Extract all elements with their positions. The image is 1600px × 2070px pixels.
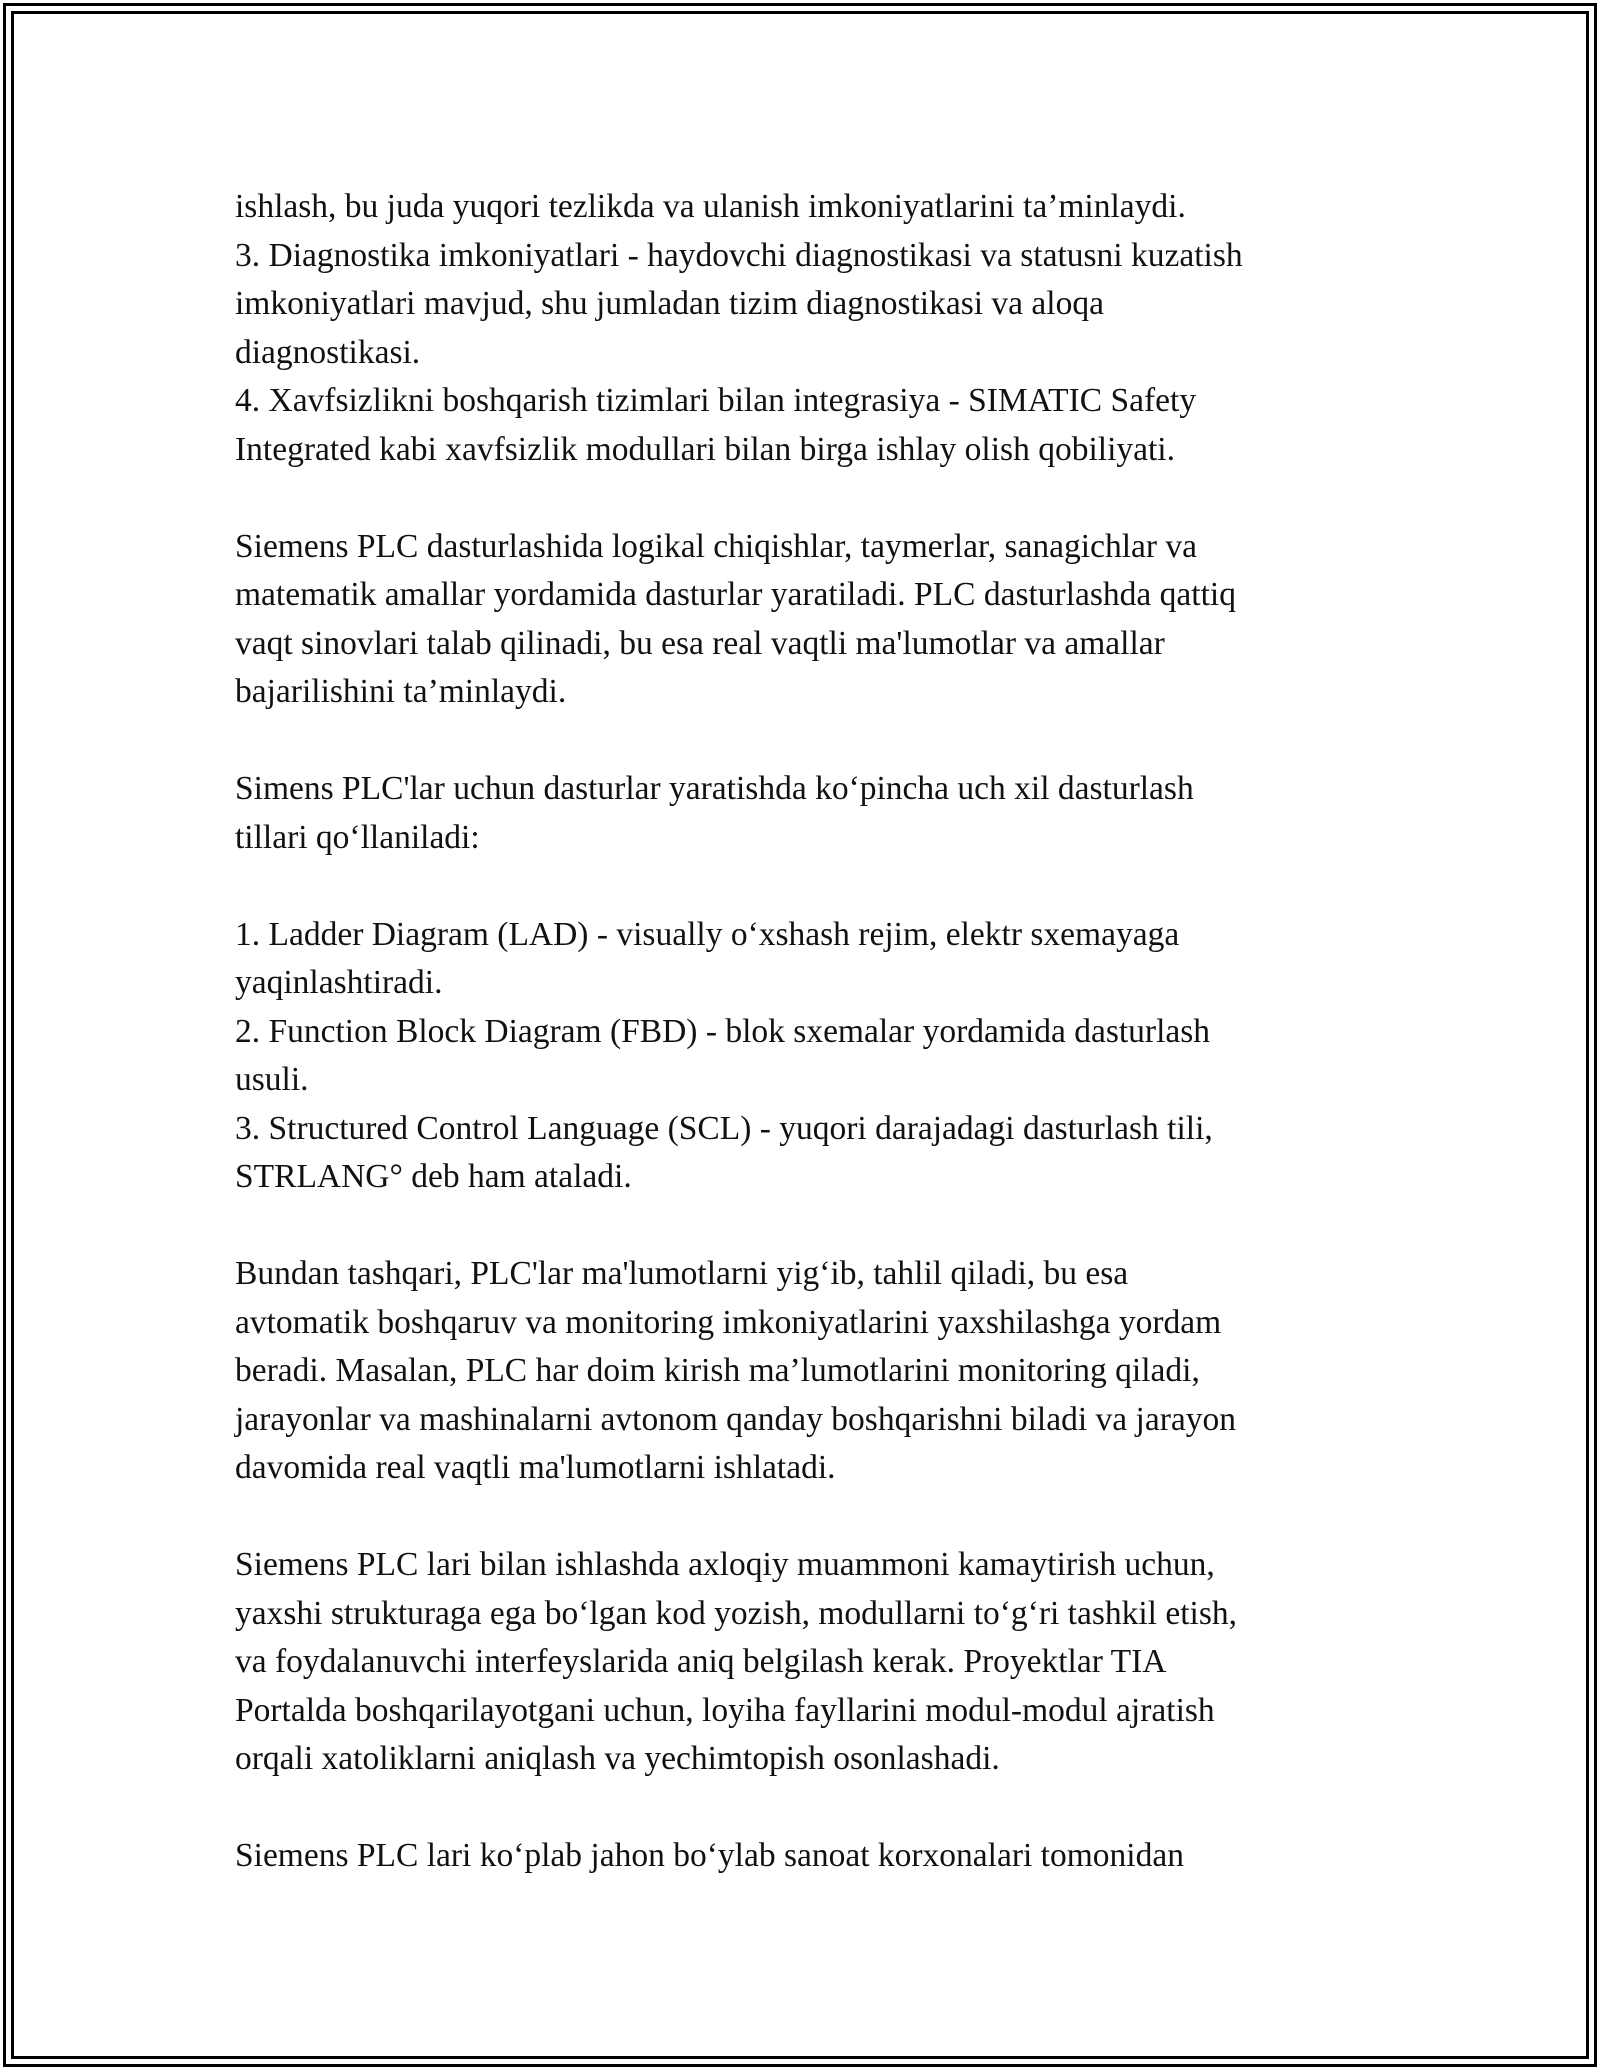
blank-line <box>235 1202 1365 1251</box>
document-body <box>235 183 1365 1881</box>
blank-line <box>235 717 1365 766</box>
text-line: 4. Xavfsizlikni boshqarish tizimlari bilan integrasiya - SIMATIC Safety <box>235 382 1197 419</box>
blank-line <box>235 1784 1365 1833</box>
text-line: Siemens PLC lari bilan ishlashda axloqiy muammoni kamaytirish uchun, <box>235 1546 1215 1583</box>
text-line: vaqt sinovlari talab qilinadi, bu esa real vaqtli ma'lumotlar va amallar <box>235 624 1165 662</box>
text-line: Bundan tashqari, PLC'lar ma'lumotlarni yig‘ib, tahlil qiladi, bu esa <box>235 1255 1129 1292</box>
text-line: 3. Diagnostika imkoniyatlari - haydovchi diagnostikasi va statusni kuzatish <box>235 236 1243 274</box>
text-line: Integrated kabi xavfsizlik modullari bilan birga ishlay olish qobiliyati. <box>235 430 1175 468</box>
text-line: Portalda boshqarilayotgani uchun, loyiha fayllarini modul-modul ajratish <box>235 1691 1215 1729</box>
blank-line <box>235 474 1365 523</box>
text-line: Simens PLC'lar uchun dasturlar yaratishda ko‘pincha uch xil dasturlash <box>235 770 1194 807</box>
text-line: usuli. <box>235 1061 309 1098</box>
text-line: 2. Function Block Diagram (FBD) - blok sxemalar yordamida dasturlash <box>235 1012 1211 1050</box>
blank-line <box>235 1493 1365 1542</box>
text-line: Siemens PLC dasturlashida logikal chiqishlar, taymerlar, sanagichlar va <box>235 527 1198 565</box>
text-line: STRLANG° deb ham ataladi. <box>235 1158 632 1195</box>
text-line: ishlash, bu juda yuqori tezlikda va ulanish imkoniyatlarini ta’minlaydi. <box>235 188 1186 225</box>
text-line: avtomatik boshqaruv va monitoring imkoniyatlarini yaxshilashga yordam <box>235 1303 1222 1341</box>
text-line: yaxshi strukturaga ega bo‘lgan kod yozish, modullarni to‘g‘ri tashkil etish, <box>235 1594 1238 1632</box>
text-line: jarayonlar va mashinalarni avtonom qanday boshqarishni biladi va jarayon <box>235 1400 1236 1438</box>
text-line: 1. Ladder Diagram (LAD) - visually o‘xshash rejim, elektr sxemayaga <box>235 915 1180 953</box>
text-line: matematik amallar yordamida dasturlar yaratiladi. PLC dasturlashda qattiq <box>235 576 1236 613</box>
text-line: Siemens PLC lari ko‘plab jahon bo‘ylab sanoat korxonalari tomonidan <box>235 1837 1184 1874</box>
text-line: yaqinlashtiradi. <box>235 964 443 1001</box>
text-line: beradi. Masalan, PLC har doim kirish ma’lumotlarini monitoring qiladi, <box>235 1352 1200 1389</box>
text-line: diagnostikasi. <box>235 333 421 371</box>
text-line: va foydalanuvchi interfeyslarida aniq belgilash kerak. Proyektlar TIA <box>235 1643 1167 1680</box>
text-line: orqali xatoliklarni aniqlash va yechimtopish osonlashadi. <box>235 1740 1000 1777</box>
text-line: bajarilishini ta’minlaydi. <box>235 673 567 710</box>
text-line: 3. Structured Control Language (SCL) - yuqori darajadagi dasturlash tili, <box>235 1109 1213 1147</box>
text-line: imkoniyatlari mavjud, shu jumladan tizim diagnostikasi va aloqa <box>235 285 1104 322</box>
text-line: tillari qo‘llaniladi: <box>235 818 480 856</box>
text-line: davomida real vaqtli ma'lumotlarni ishlatadi. <box>235 1449 836 1486</box>
blank-line <box>235 862 1365 911</box>
